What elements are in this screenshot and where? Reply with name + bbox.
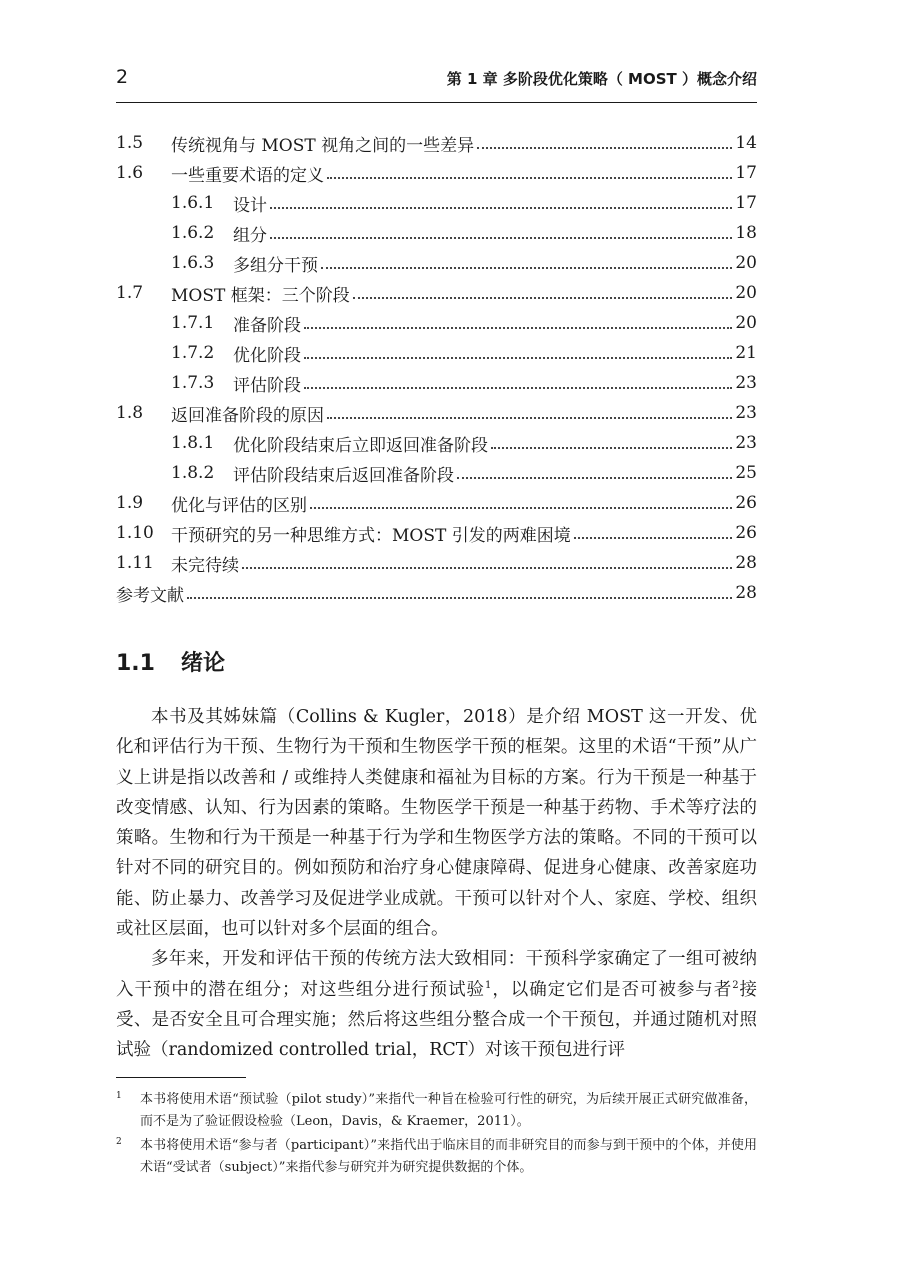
toc-subentry [116,188,757,218]
chapter-header: 第 1 章 多阶段优化策略（ MOST ）概念介绍 [446,70,757,88]
toc-leader-dots [327,417,732,419]
toc-title: 评估阶段结束后返回准备阶段 [233,465,454,486]
toc-number: 1.5 [116,133,144,153]
toc-number: 1.8.2 [171,463,215,483]
toc-page-number: 20 [735,313,757,333]
toc-subentry [116,458,757,488]
toc-title: 准备阶段 [233,315,301,336]
toc-title: 优化与评估的区别 [171,495,307,516]
toc-subentry [116,308,757,338]
footnotes [116,1089,757,1181]
toc-number: 1.6.1 [171,193,215,213]
toc-page-number: 26 [735,523,757,543]
section-title: 绪论 [180,651,225,676]
toc-number: 1.8 [116,403,144,423]
toc-leader-dots [321,267,732,269]
toc-leader-dots [187,597,732,599]
toc-number: 1.7 [116,283,144,303]
header-rule [116,102,757,103]
toc-leader-dots [491,447,732,449]
toc-title: 参考文献 [116,585,184,606]
section-heading [116,646,225,677]
toc-leader-dots [304,357,732,359]
toc-leader-dots [270,237,732,239]
toc-entry [116,278,757,308]
toc-page-number: 28 [735,583,757,603]
toc-number: 1.8.1 [171,433,215,453]
toc-subentry [116,428,757,458]
toc-leader-dots [310,507,732,509]
toc-leader-dots [457,477,732,479]
toc-leader-dots [574,537,733,539]
toc-title: 传统视角与 MOST 视角之间的一些差异 [171,135,475,156]
toc-title: 干预研究的另一种思维方式：MOST 引发的两难困境 [171,525,571,546]
footnote-mark: 1 [116,1091,122,1101]
toc-entry [116,518,757,548]
toc-number: 1.7.2 [171,343,215,363]
footnote-mark: 2 [116,1137,122,1147]
toc-number: 1.11 [116,553,154,573]
toc-page-number: 26 [735,493,757,513]
page-number: 2 [116,66,129,88]
paragraph: 本书及其姊妹篇（Collins & Kugler，2018）是介绍 MOST 这一开发、优化和评估行为干预、生物行为干预和生物医学干预的框架。这里的术语“干预”从广义上讲是指以改善和 / 或维持人类健康和福祉为目标的方案。行为干预是一种基于改变情感、认知、行为因素的策略。生物医学干预是一种基于药物、手术等疗法的策略。生物和行为干预是一种基于行为学和生物医学方法的策略。不同的干预可以针对不同的研究目的。例如预防和治疗身心健康障碍、促进身心健康、改善家庭功能、防止暴力、改善学习及促进学业成就。干预可以针对个人、家庭、学校、组织或社区层面，也可以针对多个层面的组合。 [116,707,757,940]
toc-page-number: 20 [735,253,757,273]
toc-page-number: 25 [735,463,757,483]
footnote-ref: 2 [732,979,739,991]
toc-number: 1.9 [116,493,144,513]
toc-number: 1.10 [116,523,154,543]
toc-entry-references [116,578,757,608]
toc-title: MOST 框架：三个阶段 [171,285,350,306]
toc-leader-dots [270,207,732,209]
footnote-ref: 1 [485,979,492,991]
toc-page-number: 18 [735,223,757,243]
toc-title: 评估阶段 [233,375,301,396]
section-number: 1.1 [116,651,155,676]
paragraph [116,944,757,1065]
toc-title: 返回准备阶段的原因 [171,405,324,426]
toc-entry [116,488,757,518]
toc-leader-dots [242,567,732,569]
footnote [116,1135,757,1178]
toc-leader-dots [304,387,732,389]
paragraph-text: ，以确定它们是否可被参与者 [491,979,733,1000]
footnote [116,1089,757,1132]
paragraph-text: 接受、是否安全且可合理实施；然后将这些组分整合成一个干预包，并通过随机对照试验（randomized controlled trial，RCT）对该干预包进行评 [116,979,758,1061]
toc-title: 一些重要术语的定义 [171,165,324,186]
toc-page-number: 14 [735,133,757,153]
toc-entry [116,398,757,428]
toc-entry [116,158,757,188]
toc-title: 未完待续 [171,555,239,576]
toc-title: 优化阶段 [233,345,301,366]
toc-leader-dots [353,297,733,299]
toc-page-number: 23 [735,403,757,423]
footnote-rule [116,1077,246,1078]
toc-page-number: 17 [735,193,757,213]
toc-number: 1.7.1 [171,313,215,333]
toc-title: 组分 [233,225,267,246]
toc-page-number: 20 [735,283,757,303]
toc-leader-dots [327,177,732,179]
paragraph-text: 多年来，开发和评估干预的传统方法大致相同：干预科学家确定了一组可被纳入干预中的潜在组分；对这些组分进行预试验 [116,949,757,1000]
toc-subentry [116,248,757,278]
toc-title: 设计 [233,195,267,216]
toc-page-number: 17 [735,163,757,183]
toc-subentry [116,218,757,248]
toc-entry [116,128,757,158]
toc-entry [116,548,757,578]
table-of-contents [116,128,757,608]
toc-number: 1.6.3 [171,253,215,273]
toc-subentry [116,368,757,398]
toc-leader-dots [304,327,732,329]
footnote-text: 本书将使用术语“预试验（pilot study）”来指代一种旨在检验可行性的研究，为后续开展正式研究做准备，而不是为了验证假设检验（Leon，Davis，& Kraemer，2011）。 [140,1092,757,1129]
toc-title: 多组分干预 [233,255,318,276]
toc-number: 1.6.2 [171,223,215,243]
toc-leader-dots [477,147,732,149]
toc-number: 1.7.3 [171,373,215,393]
body-text [116,702,757,1066]
toc-page-number: 28 [735,553,757,573]
toc-number: 1.6 [116,163,144,183]
toc-page-number: 23 [735,373,757,393]
toc-page-number: 21 [735,343,757,363]
toc-subentry [116,338,757,368]
toc-page-number: 23 [735,433,757,453]
toc-title: 优化阶段结束后立即返回准备阶段 [233,435,488,456]
footnote-text: 本书将使用术语“参与者（participant）”来指代出于临床目的而非研究目的而参与到干预中的个体，并使用术语“受试者（subject）”来指代参与研究并为研究提供数据的个体。 [140,1138,757,1175]
